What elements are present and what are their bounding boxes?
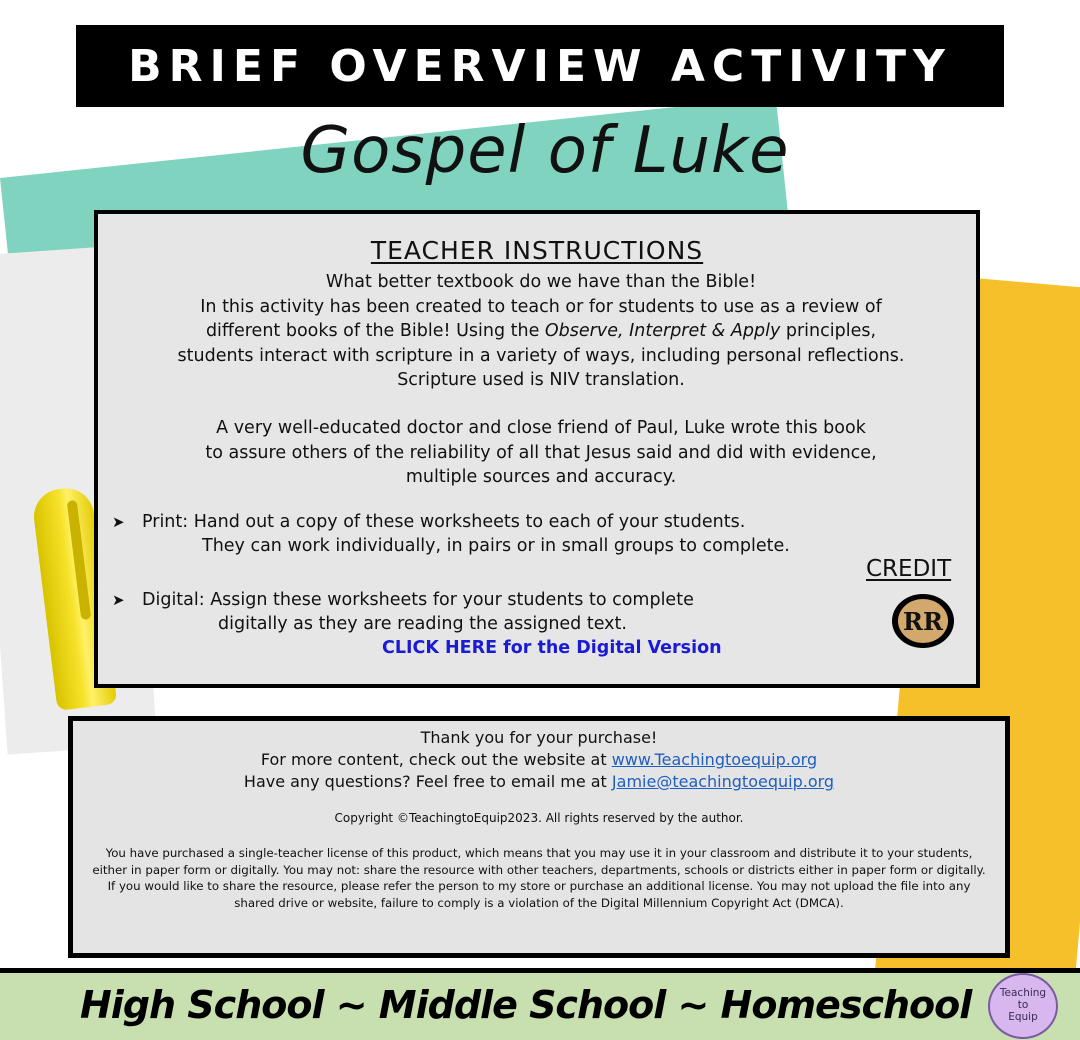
license-panel [68, 716, 1010, 958]
badge-line: Teaching [999, 987, 1047, 999]
arrow-bullet-icon: ➤ [112, 591, 125, 609]
badge-line: Equip [1008, 1011, 1038, 1023]
badge-line: to [1017, 999, 1029, 1011]
luke-background-paragraph [108, 416, 974, 490]
teaching-to-equip-logo[interactable] [988, 973, 1058, 1039]
intro-paragraph [108, 270, 974, 393]
digital-line-1: Digital: Assign these worksheets for your students to complete [142, 590, 694, 610]
banner-text: BRIEF OVERVIEW ACTIVITY [128, 40, 952, 92]
teacher-instructions-panel [94, 210, 980, 688]
digital-line-2: digitally as they are reading the assigned text. [218, 614, 627, 634]
credit-logo[interactable] [892, 594, 954, 648]
copyright-notice: Copyright ©TeachingtoEquip2023. All rights reserved by the author. [334, 811, 744, 825]
intro-line: What better textbook do we have than the Bible! [325, 272, 757, 292]
email-line [73, 771, 1005, 793]
intro-text: different books of the Bible! Using the [205, 321, 545, 341]
contact-lines [73, 727, 1005, 793]
credit-logo-mark: RR [898, 599, 948, 643]
email-label: Have any questions? Feel free to email me at [243, 772, 612, 791]
print-line-1: Print: Hand out a copy of these worksheets to each of your students. [142, 512, 746, 532]
credit-label: CREDIT [866, 556, 952, 582]
instructions-heading-text: TEACHER INSTRUCTIONS [370, 236, 704, 265]
email-link[interactable]: Jamie@teachingtoequip.org [611, 772, 835, 791]
audience-text: High School ~ Middle School ~ Homeschool [80, 983, 972, 1027]
license-terms: You have purchased a single-teacher license of this product, which means that you may use it in your classroom and distribute it to your students, either in paper form or digitally. You may not: share the resource with other teachers, departments, schools or districts either in paper form or digitally. If you would like to share the resource, please refer the person to my store or purchase an additional license. You may not upload the file into any shared drive or website, failure to comply is a violation of the Digital Millennium Copyright Act (DMCA). [92, 846, 986, 910]
intro-line: Scripture used is NIV translation. [397, 370, 685, 390]
digital-version-link[interactable]: CLICK HERE for the Digital Version [382, 638, 722, 658]
website-label: For more content, check out the website at [260, 750, 612, 769]
page-title: Gospel of Luke [300, 114, 790, 188]
thanks-line: Thank you for your purchase! [420, 728, 658, 747]
print-line-2: They can work individually, in pairs or in small groups to complete. [202, 536, 790, 556]
background-line: multiple sources and accuracy. [405, 467, 677, 487]
background-line: A very well-educated doctor and close friend of Paul, Luke wrote this book [216, 418, 866, 438]
intro-line: students interact with scripture in a variety of ways, including personal reflections. [177, 345, 905, 366]
audience-footer [0, 968, 1080, 1040]
intro-line: In this activity has been created to teach or for students to use as a review of [200, 296, 882, 317]
banner [76, 25, 1004, 107]
website-line [73, 749, 1005, 771]
website-link[interactable]: www.Teachingtoequip.org [611, 750, 818, 769]
intro-line [108, 319, 974, 344]
arrow-bullet-icon: ➤ [112, 513, 125, 531]
background-line: to assure others of the reliability of all that Jesus said and did with evidence, [205, 442, 877, 463]
instructions-heading [98, 236, 976, 265]
principles-emphasis: Observe, Interpret & Apply [544, 321, 781, 341]
intro-text: principles, [780, 321, 877, 341]
